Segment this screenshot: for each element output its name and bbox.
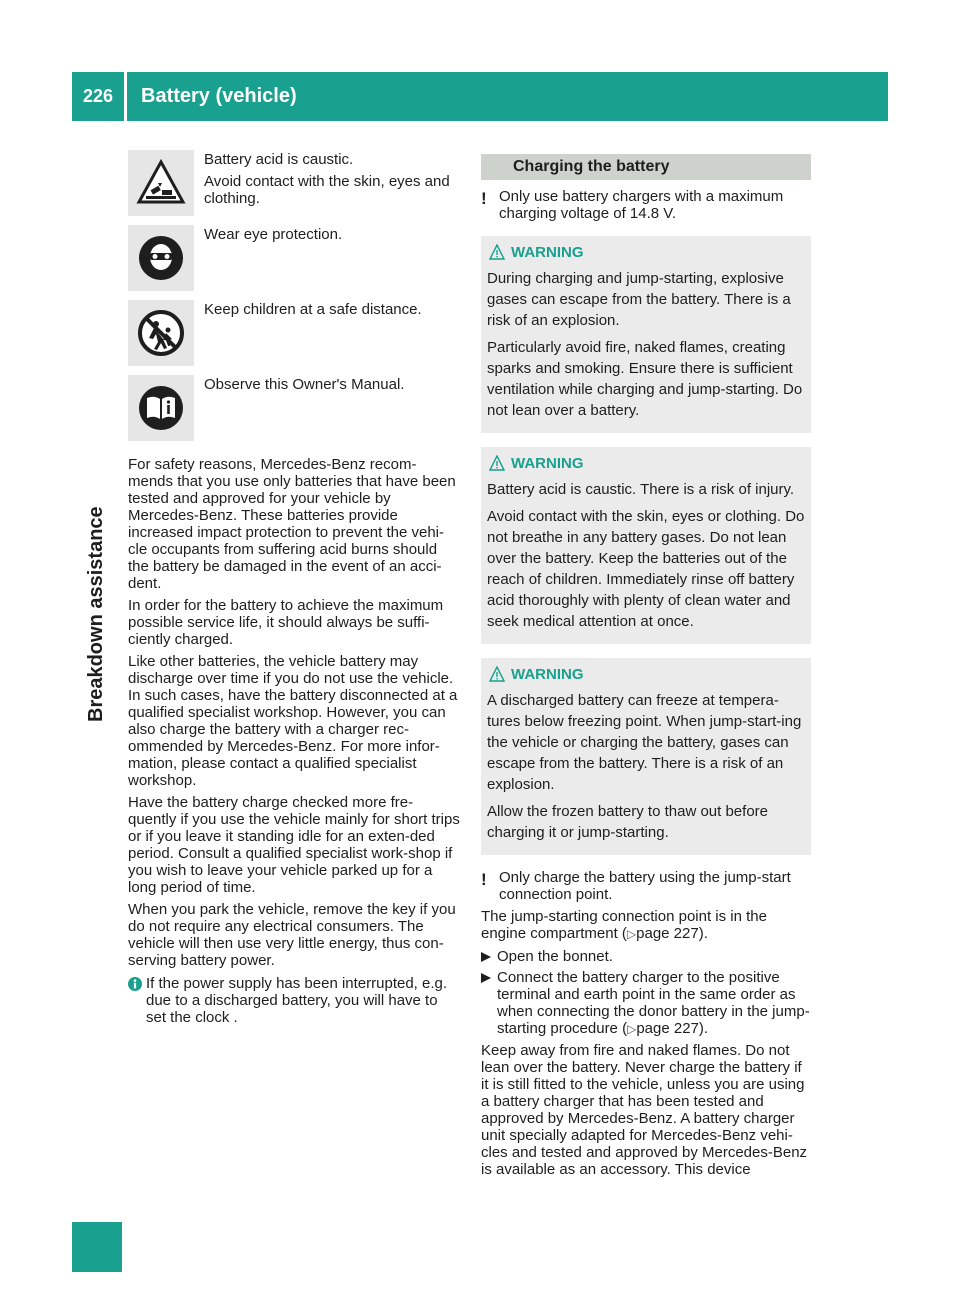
warning-box [481,236,811,433]
bullet-text: Connect the battery charger to the positive terminal and earth point in the same order as when connecting the donor battery in the jump-starting procedure ( [497,969,810,1037]
warning-triangle-icon [489,244,505,260]
warning-triangle-icon [489,455,505,471]
bullet-text: Open the bonnet. [497,948,613,965]
bullet-item [481,948,811,965]
paragraph: Keep away from fire and naked flames. Do not lean over the battery. Never charge the battery if it is still fitted to the vehicle, unless you are using a battery charger that has been tested and approved by Mercedes-Benz. A battery charger unit specially adapted for Mercedes-Benz vehi-cles and tested and approved by Mercedes-Benz is available as an accessory. This device [481,1042,808,1178]
warning-paragraph: During charging and jump-starting, explosive gases can escape from the battery. There is a risk of an explosion. [487,270,791,329]
warning-label: WARNING [511,455,584,472]
notice [481,869,811,903]
right-column [481,154,811,1183]
left-column [128,150,460,1031]
info-note-text: If the power supply has been interrupted, e.g. due to a discharged battery, you will have to set the clock . [146,975,448,1026]
page-reference[interactable]: page 227). [636,925,708,942]
page-ref-icon: ▷ [626,927,637,941]
symbol-line: Wear eye protection. [204,226,343,243]
symbol-text [204,301,460,323]
notice [481,188,811,222]
side-label [85,506,115,752]
page-title: Battery (vehicle) [141,85,297,107]
symbol-line: Battery acid is caustic. [204,151,354,168]
bullet-arrow-icon [481,952,491,962]
exclamation-icon: ! [481,189,487,208]
keep-children-away-icon [136,308,186,358]
paragraph: Like other batteries, the vehicle battery may discharge over time if you do not use the vehicle. In such cases, have the battery disconnected at a qualified specialist workshop. However, you can also charge the battery with a charger rec-ommended by Mercedes-Benz. For more infor-mation, please contact a qualified specialist workshop. [128,653,458,789]
notice-text: Only use battery chargers with a maximum charging voltage of 14.8 V. [499,188,784,222]
notice-text: Only charge the battery using the jump-start connection point. [499,869,791,903]
symbol-line: Keep children at a safe distance. [204,301,422,318]
bullet-item [481,969,811,1038]
warning-paragraph: A discharged battery can freeze at tempera-tures below freezing point. When jump-start-ing the vehicle or charging the battery, gases can escape from the battery. There is a risk of an explosion. [487,692,802,793]
info-icon [128,977,142,991]
paragraph: When you park the vehicle, remove the key if you do not require any electrical consumers. The vehicle will then use very little energy, thus con-serving battery power. [128,901,456,969]
page-ref-icon: ▷ [627,1022,637,1036]
section-heading: Charging the battery [481,154,811,180]
symbol-text [204,226,460,248]
warning-box [481,447,811,644]
bullet-arrow-icon [481,973,491,983]
warning-label: WARNING [511,244,584,261]
symbol-text [204,376,460,398]
info-note [128,975,460,1026]
warning-title [487,453,805,474]
symbol-line: Avoid contact with the skin, eyes and clothing. [204,173,450,207]
symbol-text [204,151,460,212]
warning-paragraph: Avoid contact with the skin, eyes or clothing. Do not breathe in any battery gases. Do not lean over the battery. Keep the batteries out of the reach of children. Immediately rinse off battery acid thoroughly with plenty of clean water and seek medical attention at once. [487,508,805,630]
warning-box [481,658,811,855]
paragraph: Have the battery charge checked more fre-quently if you use the vehicle mainly for short trips or if you leave it standing idle for an exten-ded period. Consult a qualified specialist work-shop if you wish to leave your vehicle parked up for a long period of time. [128,794,460,896]
symbol-box [128,150,194,216]
caustic-hazard-icon [136,158,186,208]
side-label-text: Breakdown assistance [85,506,107,722]
paragraph [481,908,811,943]
paragraph: For safety reasons, Mercedes-Benz recom-mends that you use only batteries that have been tested and approved for your vehicle by Mercedes-Benz. These batteries provide increased impact protection to prevent the vehi-cle occupants from suffering acid burns should the battery be damaged in the event of an acci-dent. [128,456,456,592]
warning-paragraph: Particularly avoid fire, naked flames, creating sparks and smoking. Ensure there is sufficient ventilation while charging and jump-starting. Do not lean over a battery. [487,339,803,419]
paragraph-text: The jump-starting connection point is in the engine compartment ( [481,908,767,942]
eye-protection-icon [136,233,186,283]
exclamation-icon: ! [481,870,487,889]
owners-manual-icon [136,383,186,433]
page-reference[interactable]: page 227). [636,1020,709,1037]
warning-paragraph: Allow the frozen battery to thaw out before charging it or jump-starting. [487,803,768,841]
symbol-box [128,300,194,366]
symbol-box [128,225,194,291]
symbol-box [128,375,194,441]
header-divider [124,72,127,121]
page-number: 226 [82,86,114,106]
warning-title [487,242,805,263]
symbol-row [128,150,460,216]
warning-label: WARNING [511,666,584,683]
warning-paragraph: Battery acid is caustic. There is a risk of injury. [487,481,795,498]
symbol-row [128,225,460,291]
warning-title [487,664,805,685]
symbol-line: Observe this Owner's Manual. [204,376,405,393]
symbol-row [128,300,460,366]
paragraph: In order for the battery to achieve the maximum possible service life, it should always be suffi-ciently charged. [128,597,444,648]
warning-triangle-icon [489,666,505,682]
side-block [72,1222,122,1272]
symbol-row [128,375,460,441]
